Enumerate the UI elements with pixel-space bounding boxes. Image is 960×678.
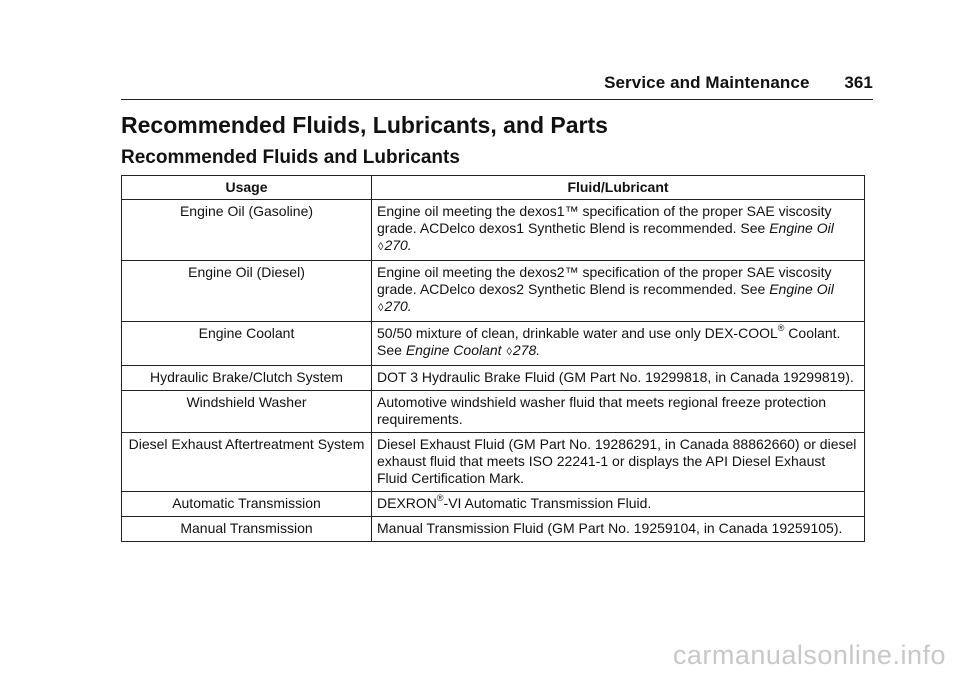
section-title: Service and Maintenance (604, 73, 810, 92)
cross-reference-link[interactable]: Engine Oil ◊270. (378, 220, 834, 253)
fluid-cell (372, 322, 865, 366)
registered-mark: ® (436, 493, 444, 504)
ref-page: 270 (384, 298, 408, 314)
site-watermark: carmanualsonline.info (672, 640, 946, 670)
usage-cell: Windshield Washer (122, 391, 372, 433)
usage-cell: Manual Transmission (122, 517, 372, 542)
fluid-text: 50/50 mixture of clean, drinkable water and use only DEX-COOL (377, 325, 778, 341)
fluid-cell: Diesel Exhaust Fluid (GM Part No. 19286291, in Canada 88862660) or diesel exhaust fluid that meets ISO 22241-1 or displays the API Diesel Exhaust Fluid Certification Mark. (372, 433, 865, 492)
usage-cell: Hydraulic Brake/Clutch System (122, 366, 372, 391)
ref-title: Engine Coolant (405, 342, 502, 358)
page-reference-icon: ◊ (378, 302, 384, 314)
column-header-usage: Usage (122, 176, 372, 200)
table-header-row (122, 176, 865, 200)
table-row (122, 200, 865, 261)
ref-page: 270 (384, 237, 408, 253)
fluid-cell (372, 200, 865, 261)
fluid-text: Engine oil meeting the dexos1™ specification of the proper SAE viscosity grade. ACDelco dexos1 Synthetic Blend is recommended. See (377, 203, 832, 236)
table-row (122, 391, 865, 433)
usage-cell: Automatic Transmission (122, 492, 372, 517)
cross-reference-link[interactable]: Engine Coolant ◊278. (405, 342, 541, 358)
cross-reference-link[interactable]: Engine Oil ◊270. (378, 281, 834, 314)
fluid-cell: Automotive windshield washer fluid that meets regional freeze protection requirements. (372, 391, 865, 433)
fluid-cell: Manual Transmission Fluid (GM Part No. 19259104, in Canada 19259105). (372, 517, 865, 542)
table-row (122, 366, 865, 391)
page-title: Recommended Fluids, Lubricants, and Parts (121, 112, 608, 138)
table-row (122, 261, 865, 322)
page-header (0, 73, 873, 93)
page-reference-icon: ◊ (506, 346, 512, 358)
fluid-cell (372, 261, 865, 322)
column-header-fluid: Fluid/Lubricant (372, 176, 865, 200)
usage-cell: Engine Oil (Gasoline) (122, 200, 372, 261)
fluid-text: DEXRON (377, 495, 437, 511)
ref-title: Engine Oil (769, 281, 834, 297)
page-number: 361 (844, 73, 873, 92)
table-row (122, 492, 865, 517)
fluids-table (121, 175, 865, 542)
fluid-text-cont: Coolant. See (377, 325, 841, 358)
fluid-cell (372, 492, 865, 517)
ref-page: 278 (512, 342, 537, 358)
page-reference-icon: ◊ (378, 241, 384, 253)
fluid-cell: DOT 3 Hydraulic Brake Fluid (GM Part No. 19299818, in Canada 19299819). (372, 366, 865, 391)
ref-title: Engine Oil (769, 220, 834, 236)
registered-mark: ® (777, 323, 785, 334)
usage-cell: Diesel Exhaust Aftertreatment System (122, 433, 372, 492)
usage-cell: Engine Oil (Diesel) (122, 261, 372, 322)
fluid-text-cont: -VI Automatic Transmission Fluid. (443, 495, 652, 511)
header-divider (121, 99, 873, 100)
table-row (122, 322, 865, 366)
fluid-text: Engine oil meeting the dexos2™ specification of the proper SAE viscosity grade. ACDelco dexos2 Synthetic Blend is recommended. See (377, 264, 832, 297)
usage-cell: Engine Coolant (122, 322, 372, 366)
table-row (122, 517, 865, 542)
section-subtitle: Recommended Fluids and Lubricants (121, 147, 460, 168)
table-row (122, 433, 865, 492)
